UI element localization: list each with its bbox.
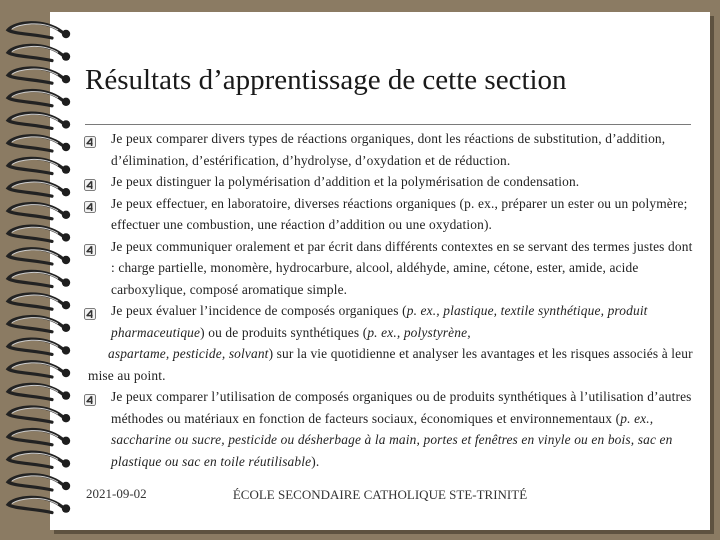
binding-ring-icon xyxy=(8,204,70,219)
outcome-text: Je peux communiquer oralement et par écrit dans différents contextes en se servant des termes justes dont : charge partielle, monomère, hydrocarbure, alcool, aldéhyde, amine, cétone, ester, amide, acide carboxylique, composé aromatique simple. xyxy=(111,238,693,297)
binding-ring-icon xyxy=(8,497,70,512)
binding-ring-icon xyxy=(8,113,70,128)
binding-ring-icon xyxy=(8,362,70,377)
binding-ring-icon xyxy=(8,136,70,151)
outcome-paragraph xyxy=(111,236,696,301)
numeral-four-bullet-icon xyxy=(84,391,96,403)
footer-date: 2021-09-02 xyxy=(86,486,147,501)
binding-ring-icon xyxy=(8,452,70,467)
binding-ring-icon xyxy=(8,339,70,354)
binding-ring-icon xyxy=(8,475,70,490)
outcome-examples: aspartame, pesticide, solvant xyxy=(108,346,269,361)
binding-ring-icon xyxy=(8,271,70,286)
binding-ring-icon xyxy=(8,158,70,173)
binding-ring-icon xyxy=(8,384,70,399)
numeral-four-bullet-icon xyxy=(84,305,96,317)
binding-ring-icon xyxy=(8,91,70,106)
outcome-text: Je peux effectuer, en laboratoire, diverses réactions organiques (p. ex., préparer un ester ou un polymère; effectuer une combustion, une réaction d’addition ou une oxydation). xyxy=(111,195,688,232)
outcome-text: Je peux évaluer l’incidence de composés organiques ( xyxy=(111,303,407,318)
outcome-list-item xyxy=(84,386,696,472)
binding-ring-icon xyxy=(8,294,70,309)
binding-ring-icon xyxy=(8,68,70,83)
outcome-examples: p. ex., plastique, textile synthétique, produit pharmaceutique xyxy=(111,303,648,340)
outcome-text: ) sur la vie quotidienne et analyser les avantages et les risques associés à leur mise au point. xyxy=(88,346,693,383)
binding-ring-icon xyxy=(8,430,70,445)
learning-outcomes-list xyxy=(84,128,696,472)
outcome-list-item xyxy=(84,128,696,171)
numeral-four-bullet-icon xyxy=(84,241,96,253)
slide-title: Résultats d’apprentissage de cette section xyxy=(85,64,567,96)
outcome-paragraph xyxy=(111,128,696,171)
binding-ring-icon xyxy=(8,23,70,38)
binding-ring-icon xyxy=(8,181,70,196)
outcome-text: Je peux comparer l’utilisation de composés organiques ou de produits synthétiques à l’utilisation d’autres méthodes ou matériaux en fonction de facteurs sociaux, économiques et environnementaux ( xyxy=(111,389,692,426)
spiral-binding-icon xyxy=(4,20,76,520)
binding-ring-icon xyxy=(8,317,70,332)
outcome-examples: p. ex., polystyrène, xyxy=(367,324,471,340)
outcome-paragraph xyxy=(111,386,696,472)
outcome-continuation xyxy=(84,343,696,386)
outcome-paragraph xyxy=(111,171,696,193)
numeral-four-bullet-icon xyxy=(84,176,96,188)
title-divider xyxy=(85,124,691,125)
outcome-paragraph xyxy=(111,300,696,343)
binding-ring-icon xyxy=(8,407,70,422)
outcome-examples: p. ex., saccharine ou sucre, pesticide ou désherbage à la main, portes et fenêtres en vinyle ou en bois, sac en plastique ou sac en toile réutilisable xyxy=(111,410,673,469)
binding-ring-icon xyxy=(8,226,70,241)
outcome-list-item xyxy=(84,171,696,193)
outcome-list-item xyxy=(84,193,696,236)
binding-ring-icon xyxy=(8,249,70,264)
outcome-text: Je peux comparer divers types de réactions organiques, dont les réactions de substitution, d’addition, d’élimination, d’estérification, d’hydrolyse, d’oxydation et de réduction. xyxy=(111,131,666,168)
outcome-text: ) ou de produits synthétiques ( xyxy=(200,324,368,340)
outcome-paragraph xyxy=(111,193,696,236)
numeral-four-bullet-icon xyxy=(84,133,96,145)
outcome-text: ). xyxy=(311,453,320,469)
binding-ring-icon xyxy=(8,45,70,60)
footer-school-name: ÉCOLE SECONDAIRE CATHOLIQUE STE-TRINITÉ xyxy=(232,487,528,502)
outcome-text: Je peux distinguer la polymérisation d’addition et la polymérisation de condensation. xyxy=(111,174,580,189)
outcome-list-item xyxy=(84,236,696,301)
numeral-four-bullet-icon xyxy=(84,198,96,210)
outcome-list-item xyxy=(84,300,696,343)
